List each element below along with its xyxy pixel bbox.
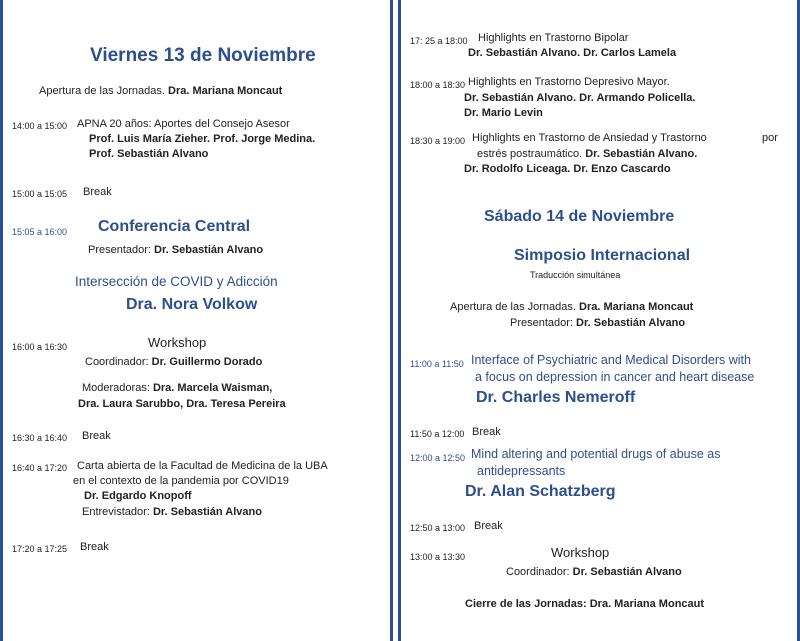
bipolar-title: Highlights en Trastorno Bipolar: [478, 32, 629, 44]
saturday-title: Sábado 14 de Noviembre: [484, 208, 675, 225]
workshop-time: 16:00 a 16:30: [12, 342, 68, 352]
schatzberg-title-2: antidepressants: [477, 464, 566, 478]
schatzberg-time: 12:00 a 12:50: [410, 453, 466, 463]
break-time: 16:30 a 16:40: [12, 433, 68, 443]
friday-opening: Apertura de las Jornadas. Dra. Mariana Moncaut: [39, 85, 283, 97]
anxiety-time: 18:30 a 19:00: [410, 136, 466, 146]
break-label: Break: [474, 520, 503, 532]
depressive-speakers: Dr. Sebastián Alvano. Dr. Armando Policella.: [464, 92, 696, 104]
apna-time: 14:00 a 15:00: [12, 121, 68, 131]
break-time: 11:50 a 12:00: [410, 429, 465, 439]
conference-time: 15:05 a 16:00: [12, 227, 68, 237]
anxiety-title-por: por: [762, 132, 778, 144]
depressive-speakers-2: Dr. Mario Levin: [464, 107, 543, 119]
break-time: 12:50 a 13:00: [410, 523, 466, 533]
anxiety-title: Highlights en Trastorno de Ansiedad y Trastorno: [472, 132, 707, 144]
bipolar-time: 17: 25 a 18:00: [410, 36, 468, 46]
letter-title: Carta abierta de la Facultad de Medicina de la UBA: [77, 460, 328, 472]
symposium-title: Simposio Internacional: [514, 247, 691, 264]
friday-column: [0, 0, 393, 641]
break-time: 17:20 a 17:25: [12, 544, 68, 554]
friday-title: Viernes 13 de Noviembre: [90, 45, 316, 66]
saturday-opening: Apertura de las Jornadas. Dra. Mariana Moncaut: [450, 301, 694, 313]
conference-presenter: Presentador: Dr. Sebastián Alvano: [88, 244, 264, 256]
break-label: Break: [80, 541, 109, 553]
apna-speakers-2: Prof. Sebastián Alvano: [89, 148, 209, 160]
saturday-column: [398, 0, 800, 641]
schatzberg-speaker: Dr. Alan Schatzberg: [465, 483, 616, 500]
anxiety-title-2: estrés postraumático. Dr. Sebastián Alvano.: [477, 148, 698, 160]
workshop-title: Workshop: [148, 335, 207, 350]
anxiety-speakers: Dr. Rodolfo Liceaga. Dr. Enzo Cascardo: [464, 163, 671, 175]
letter-time: 16:40 a 17:20: [12, 463, 68, 473]
depressive-title: Highlights en Trastorno Depresivo Mayor.: [468, 76, 670, 88]
translation-note: Traducción simultánea: [530, 270, 621, 280]
break-label: Break: [472, 426, 501, 438]
letter-speaker: Dr. Edgardo Knopoff: [84, 490, 192, 502]
letter-title-2: en el contexto de la pandemia por COVID19: [73, 475, 289, 487]
workshop-coordinator: Coordinador: Dr. Guillermo Dorado: [85, 356, 263, 368]
workshop-time: 13:00 a 13:30: [410, 552, 466, 562]
closing-line: Cierre de las Jornadas: Dra. Mariana Moncaut: [465, 598, 705, 610]
break-label: Break: [82, 430, 111, 442]
conference-title: Conferencia Central: [98, 218, 251, 235]
schatzberg-title: Mind altering and potential drugs of abuse as: [471, 447, 721, 461]
apna-speakers: Prof. Luis María Zieher. Prof. Jorge Medina.: [89, 133, 316, 145]
conference-speaker: Dra. Nora Volkow: [126, 296, 258, 313]
nemeroff-time: 11:00 a 11:50: [410, 359, 464, 369]
saturday-presenter: Presentador: Dr. Sebastián Alvano: [510, 317, 686, 329]
bipolar-speakers: Dr. Sebastián Alvano. Dr. Carlos Lamela: [468, 47, 677, 59]
workshop-title: Workshop: [551, 545, 610, 560]
workshop-coordinator: Coordinador: Dr. Sebastián Alvano: [506, 566, 682, 578]
apna-title: APNA 20 años: Aportes del Consejo Asesor: [77, 118, 290, 130]
nemeroff-title: Interface of Psychiatric and Medical Disorders with: [471, 353, 751, 367]
nemeroff-title-2: a focus on depression in cancer and heart disease: [475, 370, 755, 384]
letter-interviewer: Entrevistador: Dr. Sebastián Alvano: [82, 506, 262, 518]
workshop-moderators-2: Dra. Laura Sarubbo, Dra. Teresa Pereira: [78, 398, 286, 410]
workshop-moderators: Moderadoras: Dra. Marcela Waisman,: [82, 382, 273, 394]
break-label: Break: [83, 186, 112, 198]
nemeroff-speaker: Dr. Charles Nemeroff: [476, 389, 636, 406]
depressive-time: 18:00 a 18:30: [410, 80, 466, 90]
break-time: 15:00 a 15:05: [12, 189, 68, 199]
conference-topic: Intersección de COVID y Adicción: [75, 274, 278, 289]
